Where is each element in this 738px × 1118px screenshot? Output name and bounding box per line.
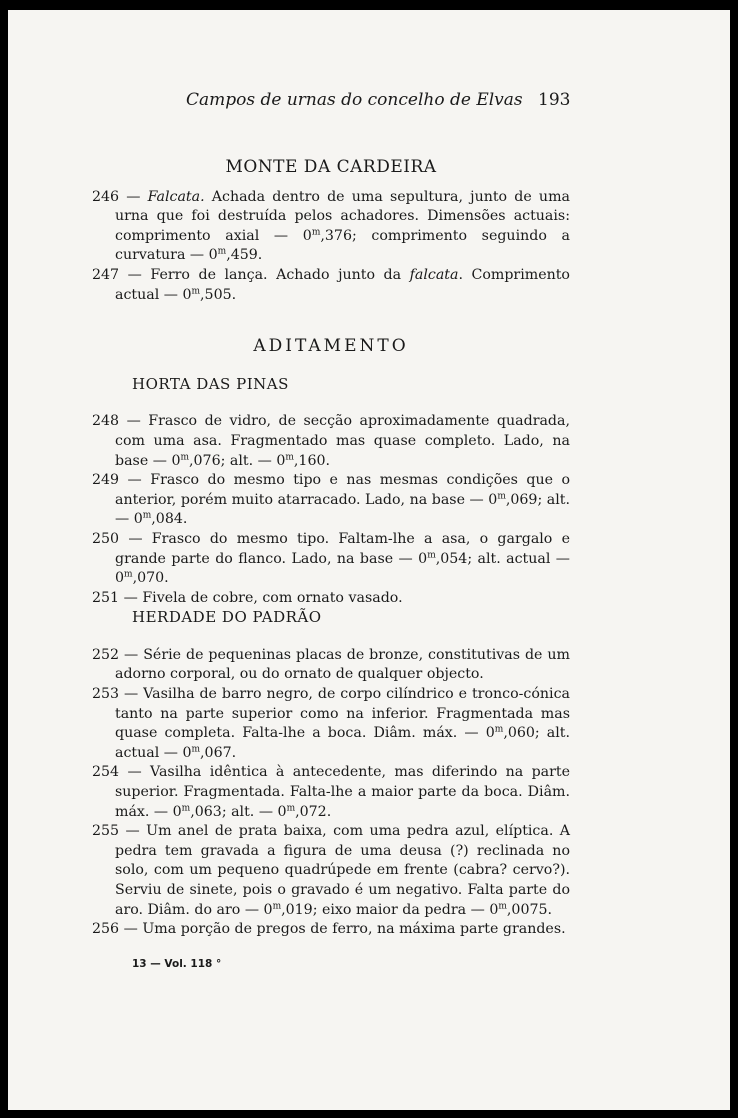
entry-number: 254 [92,764,120,781]
page [8,10,730,1110]
entry-251: 251 — Fivela de cobre, com ornato vasado. [92,589,403,606]
entry-number: 249 [92,472,120,489]
entry-text: Ferro de lança. Achado junto da [150,266,410,283]
subsection-title-horta-das-pinas: HORTA DAS PINAS [132,374,289,393]
entry-label: Falcata. [147,188,205,205]
entry-text: . Comprimento actual — 0 [115,266,570,303]
entries-horta-das-pinas [92,412,570,608]
entry-number: 251 [92,589,120,606]
entry-number: 252 [92,646,120,663]
running-title: Campos de urnas do concelho de Elvas [186,90,523,110]
entry-number: 250 [92,530,120,547]
entry-number: 246 [92,188,120,205]
entry-number: 248 [92,413,120,430]
page-number: 193 [538,90,571,110]
subsection-title-herdade-do-padrao: HERDADE DO PADRÃO [132,608,322,627]
unit-sup: m [217,246,227,257]
entries-herdade-do-padrao [92,646,570,940]
entry-253: 253 — Vasilha de barro negro, de corpo cilíndrico e tronco-cónica tanto na parte superior como na inferior. Fragmentada mas quase completa. Falta-lhe a boca. Diâm. máx. — 0$^m$,060; alt. actual — 0$^m$,067. [92,686,571,761]
entry-247: 247 — Ferro de lança. Achado junto da falcata. Comprimento actual — 0$^m$,505. [92,266,570,303]
section-title-aditamento: ADITAMENTO [253,336,409,357]
entry-text: ,376; comprimento seguindo a curvatura — 0 [115,227,571,264]
page-body [92,158,570,940]
page-footer-signature: 13 — Vol. 118 ° [132,958,222,970]
entry-252: 252 — Série de pequeninas placas de bronze, constitutivas de um adorno corporal, ou do ornato de qualquer objecto. [92,646,570,683]
page-header [8,90,730,120]
entry-256: 256 — Uma porção de pregos de ferro, na máxima parte grandes. [92,921,566,938]
entry-number: 253 [92,686,120,703]
entry-number: 247 [92,266,120,283]
entry-249: 249 — Frasco do mesmo tipo e nas mesmas condições que o anterior, porém muito atarracado. Lado, na base — 0$^m$,069; alt. — 0$^m$,084. [92,472,570,528]
entry-text: ,459. [226,247,263,264]
entry-italic: falcata [409,266,459,283]
entry-number: 255 [92,823,120,840]
section-title-monte-da-cardeira: MONTE DA CARDEIRA [225,157,437,177]
unit-sup: m [311,227,321,238]
entry-number: 256 [92,921,120,938]
entry-255: 255 — Um anel de prata baixa, com uma pedra azul, elíptica. A pedra tem gravada a figura de uma deusa (?) reclinada no solo, com um pequeno quadrúpede em frente (cabra? cervo?). Serviu de sinete, pois o gravado é um negativo. Falta parte do aro. Diâm. do aro — 0$^m$,019; eixo maior da pedra — 0$^m$,0075. [92,823,570,918]
unit-sup: m [191,285,201,296]
entry-250: 250 — Frasco do mesmo tipo. Faltam-lhe a asa, o gargalo e grande parte do flanco. Lado, na base — 0$^m$,054; alt. actual — 0$^m$,070. [92,530,570,587]
entry-254: 254 — Vasilha idêntica à antecedente, mas diferindo na parte superior. Fragmentada. Falta-lhe a maior parte da boca. Diâm. máx. — 0$^m$,063; alt. — 0$^m$,072. [92,764,570,820]
entry-248: 248 — Frasco de vidro, de secção aproximadamente quadrada, com uma asa. Fragmentado mas quase completo. Lado, na base — 0$^m$,076; alt. — 0$^m$,160. [92,413,570,469]
entry-246: 246 — Falcata. Achada dentro de uma sepultura, junto de uma urna que foi destruída pelos achadores. Dimensões actuais: comprimento axial — 0$^m$,376; comprimento seguindo a curvatura — 0$^m$,459. [92,188,571,264]
entry-text: ,505. [200,286,237,303]
entry-text: Achada dentro de uma sepultura, junto de uma urna que foi destruída pelos achadores. Dimensões actuais: comprimento axial — 0 [115,188,570,244]
